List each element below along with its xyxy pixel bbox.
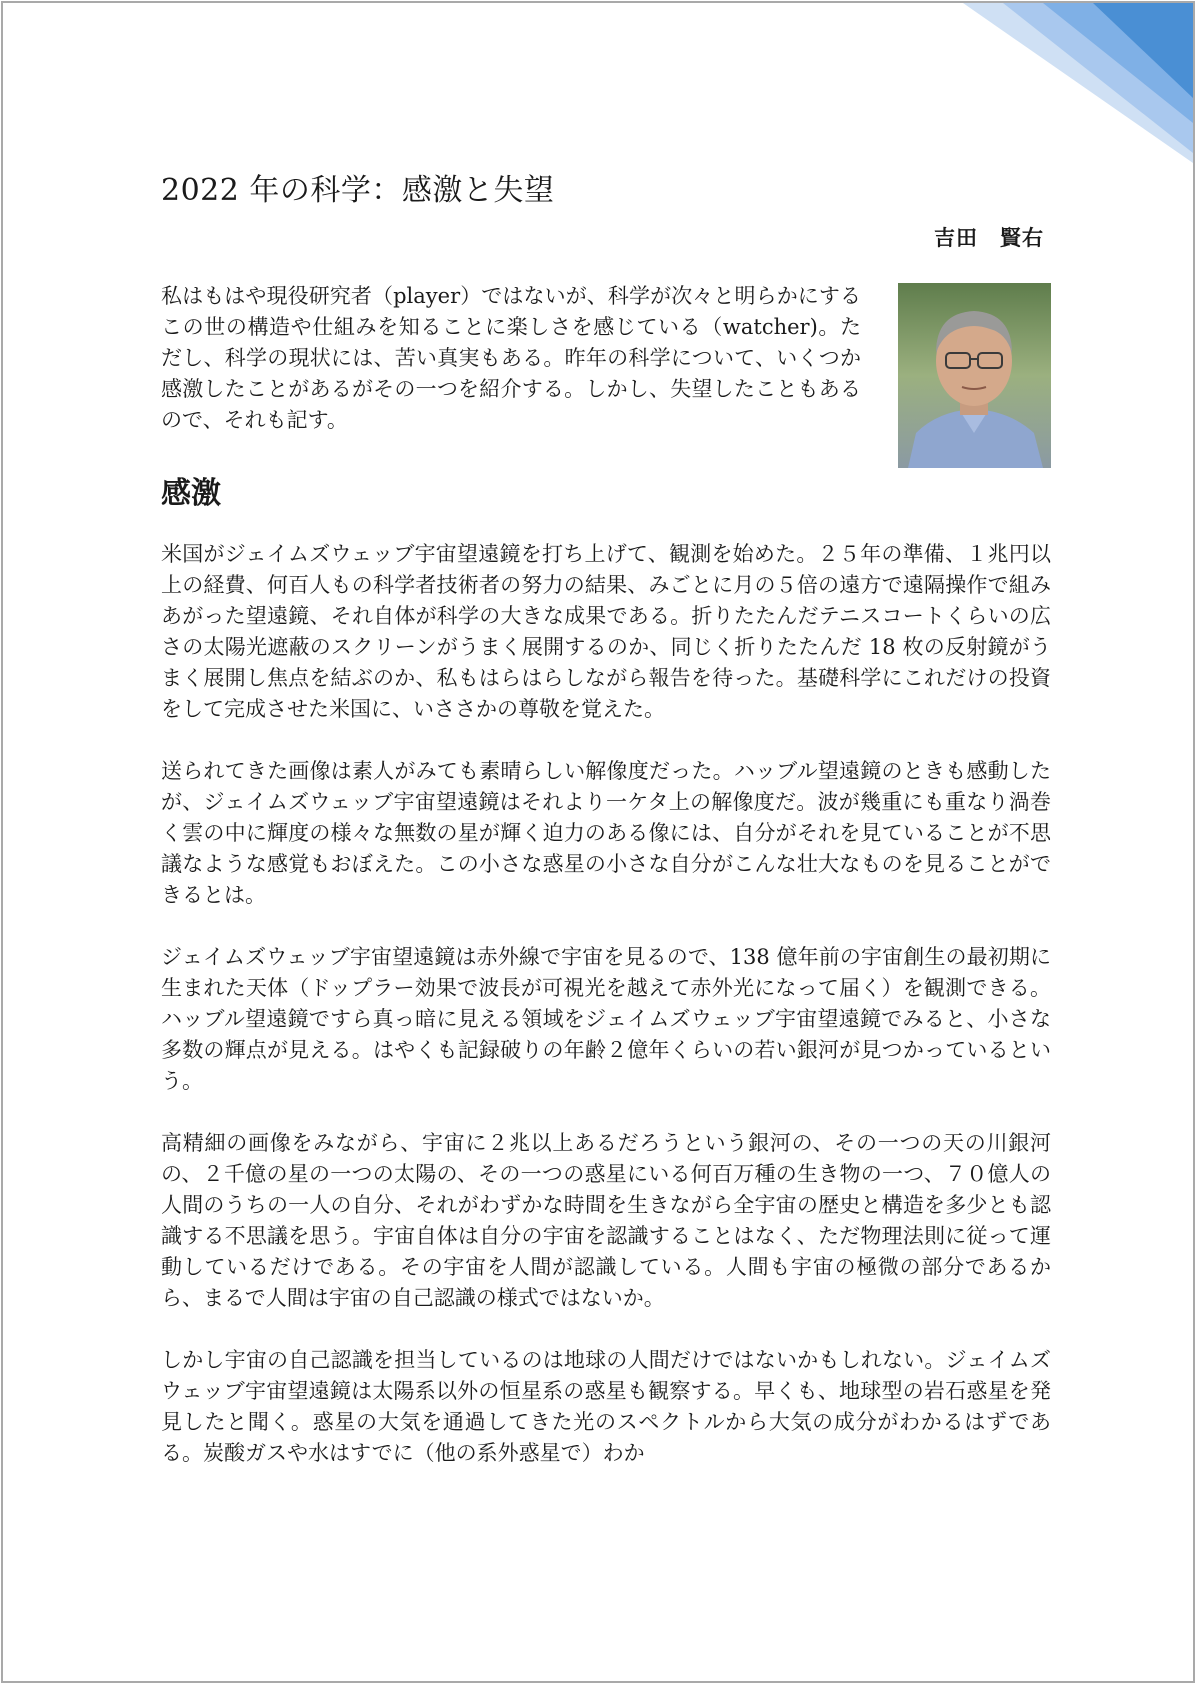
portrait-illustration bbox=[898, 283, 1051, 468]
body-paragraph: 高精細の画像をみながら、宇宙に２兆以上あるだろうという銀河の、その一つの天の川銀河の、２千億の星の一つの太陽の、その一つの惑星にいる何百万種の生き物の一つ、７０億人の人間のうちの一人の自分、それがわずかな時間を生きながら全宇宙の歴史と構造を多少とも認識する不思議を思う。宇宙自体は自分の宇宙を認識することはなく、ただ物理法則に従って運動しているだけである。その宇宙を人間が認識している。人間も宇宙の極微の部分であるから、まるで人間は宇宙の自己認識の様式ではないか。 bbox=[161, 1131, 1051, 1310]
body-paragraph: 米国がジェイムズウェッブ宇宙望遠鏡を打ち上げて、観測を始めた。２５年の準備、１兆円以上の経費、何百人もの科学者技術者の努力の結果、みごとに月の５倍の遠方で遠隔操作で組みあがった望遠鏡、それ自体が科学の大きな成果である。折りたたんだテニスコートくらいの広さの太陽光遮蔽のスクリーンがうまく展開するのか、同じく折りたたんだ 18 枚の反射鏡がうまく展開し焦点を結ぶのか、私もはらはらしながら報告を待った。基礎科学にこれだけの投資をして完成させた米国に、いささかの尊敬を覚えた。 bbox=[161, 542, 1051, 721]
body-paragraph: 送られてきた画像は素人がみても素晴らしい解像度だった。ハッブル望遠鏡のときも感動したが、ジェイムズウェッブ宇宙望遠鏡はそれより一ケタ上の解像度だ。波が幾重にも重なり渦巻く雲の中に輝度の様々な無数の星が輝く迫力のある像には、自分がそれを見ていることが不思議なような感覚もおぼえた。この小さな惑星の小さな自分がこんな壮大なものを見ることができるとは。 bbox=[161, 759, 1051, 907]
body-paragraph: ジェイムズウェッブ宇宙望遠鏡は赤外線で宇宙を見るので、138 億年前の宇宙創生の最初期に生まれた天体（ドップラー効果で波長が可視光を越えて赤外光になって届く）を観測できる。ハッブル望遠鏡ですら真っ暗に見える領域をジェイムズウェッブ宇宙望遠鏡でみると、小さな多数の輝点が見える。はやくも記録破りの年齢２億年くらいの若い銀河が見つかっているという。 bbox=[161, 945, 1051, 1093]
corner-decoration bbox=[963, 3, 1193, 163]
document-page bbox=[1, 1, 1195, 1683]
article-body bbox=[161, 539, 1051, 1500]
author-portrait bbox=[898, 283, 1051, 468]
intro-paragraph: 私はもはや現役研究者（player）ではないが、科学が次々と明らかにするこの世の構造や仕組みを知ることに楽しさを感じている（watcher)。ただし、科学の現状には、苦い真実もある。昨年の科学について、いくつか感激したことがあるがその一つを紹介する。しかし、失望したこともあるので、それも記す。 bbox=[161, 284, 861, 432]
author-name: 吉田 賢右 bbox=[934, 225, 1044, 250]
article-title: 2022 年の科学：感激と失望 bbox=[161, 173, 555, 208]
section-heading-kangeki: 感激 bbox=[161, 476, 221, 511]
body-paragraph: しかし宇宙の自己認識を担当しているのは地球の人間だけではないかもしれない。ジェイムズウェッブ宇宙望遠鏡は太陽系以外の恒星系の惑星も観察する。早くも、地球型の岩石惑星を発見したと聞く。惑星の大気を通過してきた光のスペクトルから大気の成分がわかるはずである。炭酸ガスや水はすでに（他の系外惑星で）わか bbox=[161, 1348, 1051, 1465]
